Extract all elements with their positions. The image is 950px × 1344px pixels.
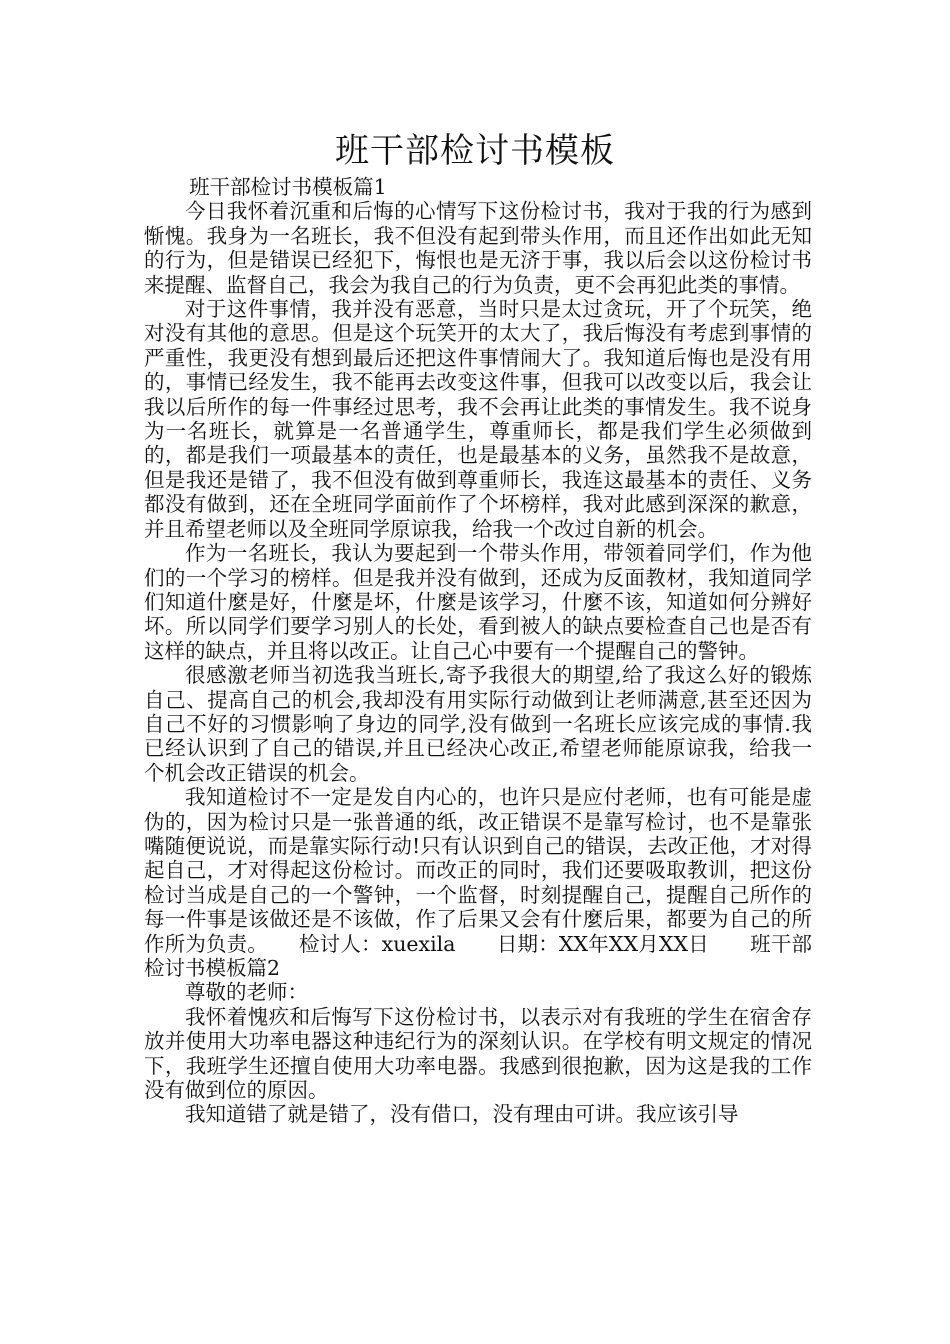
paragraph: 对于这件事情，我并没有恶意，当时只是太过贪玩，开了个玩笑，绝对没有其他的意思。但是这个玩笑开的太大了，我后悔没有考虑到事情的严重性，我更没有想到最后还把这件事情闹大了。我知道后悔也是没有用的，事情已经发生，我不能再去改变这件事，但我可以改变以后，我会让我以后所作的每一件事经过思考，我不会再让此类的事情发生。我不说身为一名班长，就算是一名普通学生，尊重师长，都是我们学生必须做到的，都是我们一项最基本的责任，也是最基本的义务，虽然我不是故意，但是我还是错了，我不但没有做到尊重师长，我连这最基本的责任、义务都没有做到，还在全班同学面前作了个坏榜样，我对此感到深深的歉意，并且希望老师以及全班同学原谅我，给我一个改过自新的机会。	[144, 297, 812, 541]
paragraph: 我怀着愧疚和后悔写下这份检讨书，以表示对有我班的学生在宿舍存放并使用大功率电器这种违纪行为的深刻认识。在学校有明文规定的情况下，我班学生还擅自使用大功率电器。我感到很抱歉，因为这是我的工作没有做到位的原因。	[144, 1004, 812, 1103]
document-title: 班干部检讨书模板	[335, 131, 615, 171]
paragraph: 作为一名班长，我认为要起到一个带头作用，带领着同学们，作为他们的一个学习的榜样。但是我并没有做到，还成为反面教材，我知道同学们知道什麼是好，什麼是坏，什麼是该学习，什麼不该，知道如何分辨好坏。所以同学们要学习别人的长处，看到被人的缺点要检查自己也是否有这样的缺点，并且将以改正。让自己心中要有一个提醒自己的警钟。	[144, 541, 812, 663]
section-heading-1: 班干部检讨书模板篇1	[189, 175, 387, 199]
paragraph: 我知道检讨不一定是发自内心的，也许只是应付老师，也有可能是虚伪的，因为检讨只是一张普通的纸，改正错误不是靠写检讨，也不是靠张嘴随便说说，而是靠实际行动!只有认识到自己的错误，去改正他，才对得起自己，才对得起这份检讨。而改正的同时，我们还要吸取教训，把这份检讨当成是自己的一个警钟，一个监督，时刻提醒自己，提醒自己所作的每一件事是该做还是不该做，作了后果又会有什麼后果，都要为自己的所作所为负责。 检讨人：xuexila 日期：XX年XX月XX日 班干部检讨书模板篇2	[144, 785, 812, 980]
paragraph: 很感激老师当初选我当班长,寄予我很大的期望,给了我这么好的锻炼自己、提高自己的机会,我却没有用实际行动做到让老师满意,甚至还因为自己不好的习惯影响了身边的同学,没有做到一名班长应该完成的事情.我已经认识到了自己的错误,并且已经决心改正,希望老师能原谅我，给我一个机会改正错误的机会。	[144, 663, 812, 785]
salutation: 尊敬的老师：	[185, 980, 308, 1005]
paragraph: 今日我怀着沉重和后悔的心情写下这份检讨书，我对于我的行为感到惭愧。我身为一名班长，我不但没有起到带头作用，而且还作出如此无知的行为，但是错误已经犯下，悔恨也是无济于事，我以后会以这份检讨书来提醒、监督自己，我会为我自己的行为负责，更不会再犯此类的事情。	[144, 199, 812, 297]
paragraph: 我知道错了就是错了，没有借口，没有理由可讲。我应该引导	[185, 1102, 739, 1127]
document-body	[144, 175, 812, 1127]
